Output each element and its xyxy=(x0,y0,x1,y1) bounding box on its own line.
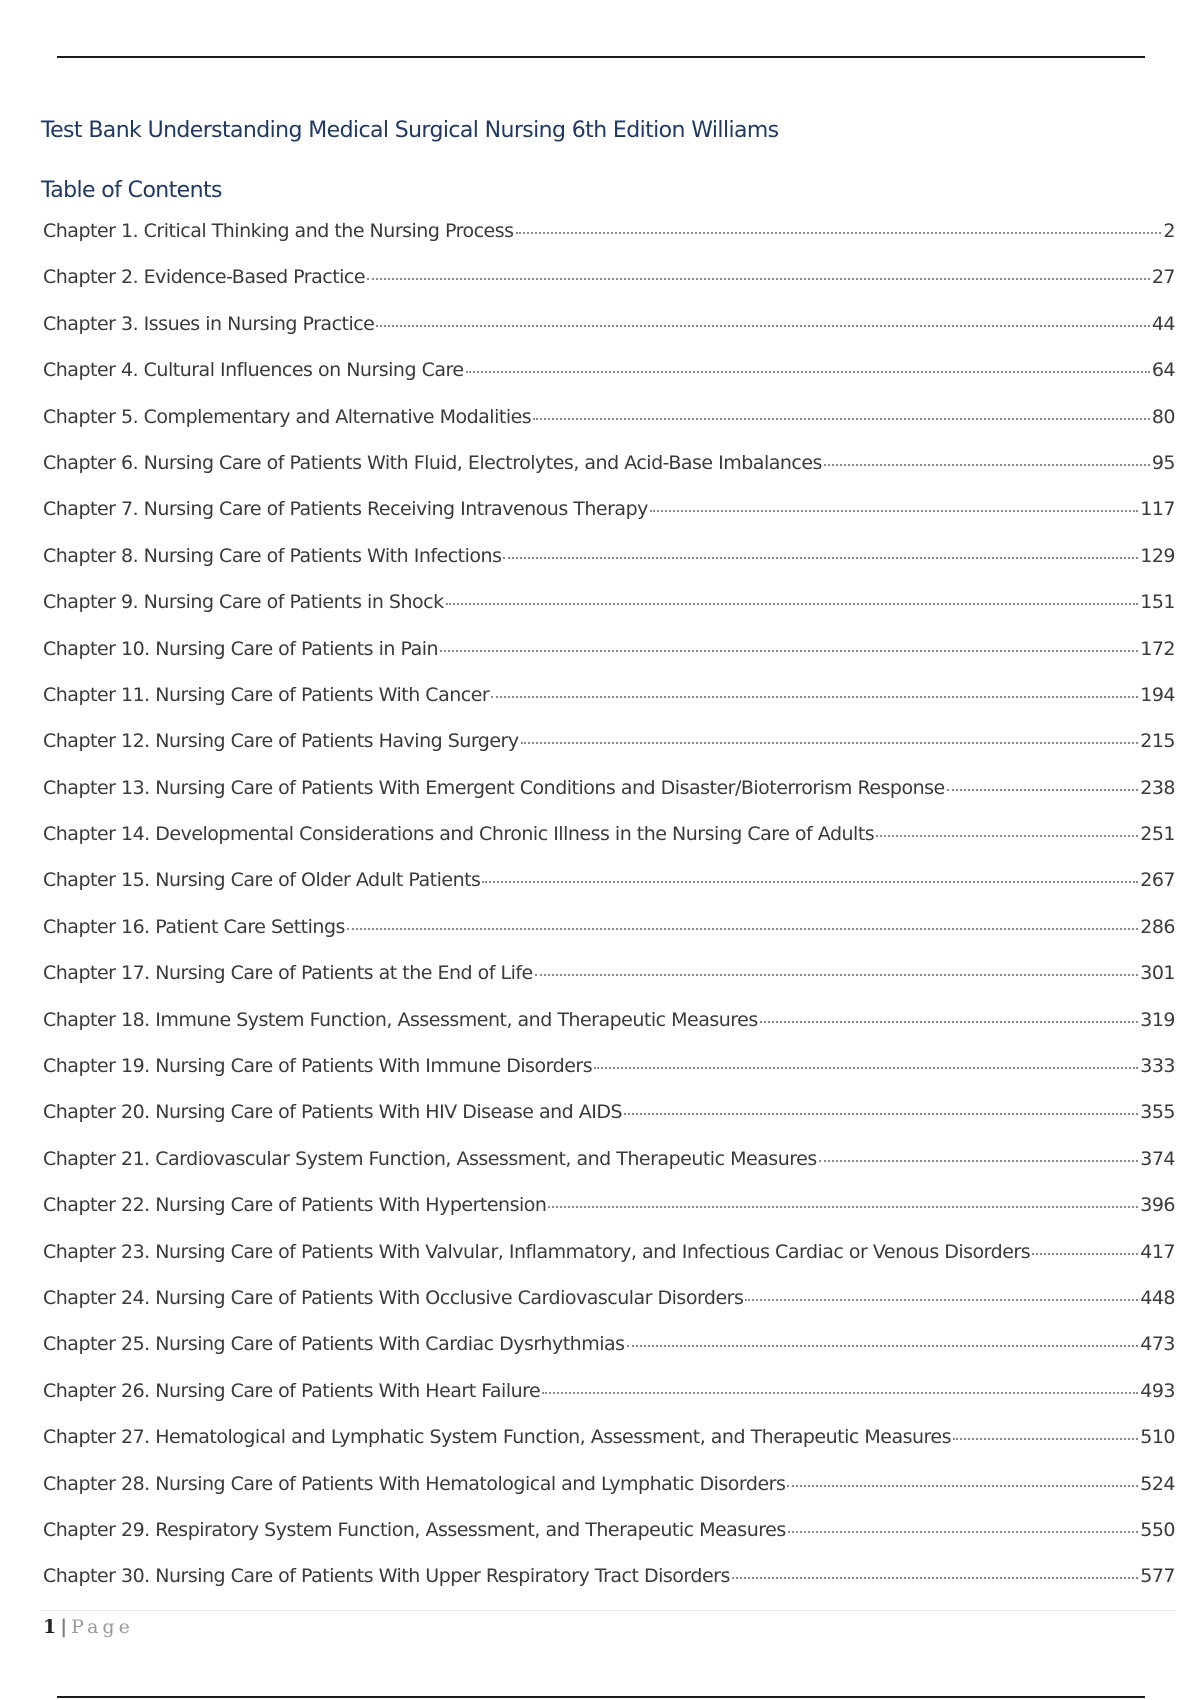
toc-dot-leader xyxy=(376,325,1149,327)
toc-entry[interactable] xyxy=(43,1101,1175,1147)
toc-entry-label: Chapter 18. Immune System Function, Assessment, and Therapeutic Measures xyxy=(43,1008,758,1031)
toc-dot-leader xyxy=(947,789,1139,791)
toc-entry-label: Chapter 17. Nursing Care of Patients at the End of Life xyxy=(43,962,533,985)
toc-dot-leader xyxy=(876,835,1138,837)
toc-dot-leader xyxy=(491,696,1138,698)
toc-entry[interactable] xyxy=(43,1194,1175,1240)
toc-entry[interactable] xyxy=(43,730,1175,776)
toc-entry-page: 44 xyxy=(1151,312,1175,335)
toc-entry-page: 151 xyxy=(1140,591,1175,614)
toc-entry-label: Chapter 30. Nursing Care of Patients With Upper Respiratory Tract Disorders xyxy=(43,1565,730,1588)
toc-dot-leader xyxy=(745,1299,1138,1301)
toc-entry-page: 333 xyxy=(1140,1055,1175,1078)
toc-dot-leader xyxy=(819,1160,1139,1162)
toc-entry[interactable] xyxy=(43,498,1175,544)
document-title: Test Bank Understanding Medical Surgical Nursing 6th Edition Williams xyxy=(41,118,779,143)
toc-entry-page: 194 xyxy=(1140,683,1175,706)
toc-entry-page: 238 xyxy=(1140,776,1175,799)
toc-entry-page: 448 xyxy=(1140,1286,1175,1309)
page-word: Page xyxy=(71,1616,134,1638)
toc-entry-label: Chapter 8. Nursing Care of Patients With Infections xyxy=(43,544,502,567)
toc-entry[interactable] xyxy=(43,1473,1175,1519)
toc-dot-leader xyxy=(953,1438,1138,1440)
table-of-contents xyxy=(43,220,1175,1612)
toc-entry-label: Chapter 10. Nursing Care of Patients in Pain xyxy=(43,637,439,660)
toc-entry-page: 267 xyxy=(1140,869,1175,892)
toc-entry[interactable] xyxy=(43,1009,1175,1055)
toc-entry-page: 417 xyxy=(1140,1240,1175,1263)
toc-dot-leader xyxy=(521,742,1139,744)
toc-entry-page: 129 xyxy=(1140,544,1175,567)
toc-entry-label: Chapter 25. Nursing Care of Patients With Cardiac Dysrhythmias xyxy=(43,1333,625,1356)
toc-entry-label: Chapter 7. Nursing Care of Patients Receiving Intravenous Therapy xyxy=(43,498,648,521)
toc-entry-label: Chapter 6. Nursing Care of Patients With Fluid, Electrolytes, and Acid-Base Imbalances xyxy=(43,451,822,474)
toc-entry-page: 396 xyxy=(1140,1194,1175,1217)
toc-dot-leader xyxy=(347,928,1138,930)
toc-entry-label: Chapter 1. Critical Thinking and the Nursing Process xyxy=(43,220,514,242)
page-footer xyxy=(43,1616,134,1638)
toc-entry-page: 374 xyxy=(1140,1147,1175,1170)
toc-dot-leader xyxy=(516,232,1162,234)
toc-dot-leader xyxy=(627,1345,1139,1347)
toc-entry-label: Chapter 19. Nursing Care of Patients With Immune Disorders xyxy=(43,1055,593,1078)
toc-entry[interactable] xyxy=(43,869,1175,915)
toc-entry-label: Chapter 5. Complementary and Alternative Modalities xyxy=(43,405,532,428)
toc-dot-leader xyxy=(650,510,1138,512)
toc-entry-label: Chapter 13. Nursing Care of Patients With Emergent Conditions and Disaster/Bioterrorism Response xyxy=(43,776,945,799)
toc-entry[interactable] xyxy=(43,313,1175,359)
toc-dot-leader xyxy=(446,603,1139,605)
toc-entry[interactable] xyxy=(43,1426,1175,1472)
toc-entry-page: 493 xyxy=(1140,1379,1175,1402)
toc-entry-label: Chapter 3. Issues in Nursing Practice xyxy=(43,312,375,335)
toc-dot-leader xyxy=(760,1021,1138,1023)
toc-entry[interactable] xyxy=(43,591,1175,637)
toc-entry[interactable] xyxy=(43,1519,1175,1565)
toc-dot-leader xyxy=(732,1577,1138,1579)
toc-entry[interactable] xyxy=(43,916,1175,962)
top-rule xyxy=(57,56,1145,58)
toc-entry-page: 95 xyxy=(1151,451,1175,474)
toc-entry-page: 251 xyxy=(1140,823,1175,846)
toc-entry-label: Chapter 14. Developmental Considerations and Chronic Illness in the Nursing Care of Adults xyxy=(43,823,875,846)
toc-dot-leader xyxy=(624,1113,1138,1115)
toc-entry[interactable] xyxy=(43,1241,1175,1287)
toc-dot-leader xyxy=(594,1067,1138,1069)
toc-entry-page: 301 xyxy=(1140,962,1175,985)
toc-entry-label: Chapter 24. Nursing Care of Patients With Occlusive Cardiovascular Disorders xyxy=(43,1286,744,1309)
toc-dot-leader xyxy=(533,418,1150,420)
toc-entry-label: Chapter 23. Nursing Care of Patients With Valvular, Inflammatory, and Infectious Cardiac or Venous Disorders xyxy=(43,1240,1031,1263)
toc-heading: Table of Contents xyxy=(41,178,222,203)
toc-entry[interactable] xyxy=(43,359,1175,405)
toc-entry-label: Chapter 12. Nursing Care of Patients Having Surgery xyxy=(43,730,519,753)
toc-entry-page: 64 xyxy=(1151,359,1175,382)
toc-entry-page: 550 xyxy=(1140,1518,1175,1541)
toc-dot-leader xyxy=(367,278,1150,280)
toc-entry-page: 27 xyxy=(1151,266,1175,289)
toc-entry-label: Chapter 26. Nursing Care of Patients With Heart Failure xyxy=(43,1379,541,1402)
toc-entry[interactable] xyxy=(43,1148,1175,1194)
toc-entry-label: Chapter 2. Evidence-Based Practice xyxy=(43,266,366,289)
toc-entry[interactable] xyxy=(43,1333,1175,1379)
toc-entry[interactable] xyxy=(43,962,1175,1008)
page-number: 1 xyxy=(43,1616,57,1638)
toc-entry-label: Chapter 20. Nursing Care of Patients With HIV Disease and AIDS xyxy=(43,1101,623,1124)
toc-entry[interactable] xyxy=(43,406,1175,452)
toc-entry-page: 355 xyxy=(1140,1101,1175,1124)
toc-entry-label: Chapter 29. Respiratory System Function, Assessment, and Therapeutic Measures xyxy=(43,1518,786,1541)
toc-entry-label: Chapter 9. Nursing Care of Patients in Shock xyxy=(43,591,444,614)
page-separator: | xyxy=(60,1616,68,1638)
toc-entry-page: 80 xyxy=(1151,405,1175,428)
toc-entry-label: Chapter 27. Hematological and Lymphatic System Function, Assessment, and Therapeutic Measures xyxy=(43,1426,952,1449)
footer-divider xyxy=(41,1610,1175,1611)
toc-entry-label: Chapter 15. Nursing Care of Older Adult Patients xyxy=(43,869,481,892)
toc-dot-leader xyxy=(542,1392,1138,1394)
toc-entry-page: 172 xyxy=(1140,637,1175,660)
toc-entry-label: Chapter 22. Nursing Care of Patients With Hypertension xyxy=(43,1194,547,1217)
toc-entry-page: 524 xyxy=(1140,1472,1175,1495)
toc-entry-page: 2 xyxy=(1163,220,1175,242)
toc-dot-leader xyxy=(548,1206,1138,1208)
toc-entry[interactable] xyxy=(43,266,1175,312)
toc-entry-page: 319 xyxy=(1140,1008,1175,1031)
toc-entry-page: 577 xyxy=(1140,1565,1175,1588)
toc-entry[interactable] xyxy=(43,1287,1175,1333)
toc-entry-label: Chapter 28. Nursing Care of Patients With Hematological and Lymphatic Disorders xyxy=(43,1472,786,1495)
toc-entry-page: 510 xyxy=(1140,1426,1175,1449)
toc-entry-page: 117 xyxy=(1140,498,1175,521)
toc-dot-leader xyxy=(440,650,1138,652)
toc-dot-leader xyxy=(787,1485,1138,1487)
toc-entry-page: 473 xyxy=(1140,1333,1175,1356)
toc-dot-leader xyxy=(535,974,1139,976)
toc-dot-leader xyxy=(466,371,1150,373)
toc-entry-label: Chapter 21. Cardiovascular System Function, Assessment, and Therapeutic Measures xyxy=(43,1147,817,1170)
toc-entry[interactable] xyxy=(43,220,1175,266)
toc-entry[interactable] xyxy=(43,638,1175,684)
toc-entry-label: Chapter 11. Nursing Care of Patients With Cancer xyxy=(43,683,490,706)
toc-entry[interactable] xyxy=(43,1055,1175,1101)
bottom-rule xyxy=(57,1696,1145,1698)
toc-entry[interactable] xyxy=(43,684,1175,730)
toc-entry-page: 286 xyxy=(1140,915,1175,938)
toc-entry[interactable] xyxy=(43,1380,1175,1426)
toc-dot-leader xyxy=(788,1531,1139,1533)
toc-entry[interactable] xyxy=(43,1565,1175,1611)
toc-entry-label: Chapter 16. Patient Care Settings xyxy=(43,915,345,938)
toc-dot-leader xyxy=(503,557,1138,559)
toc-entry-page: 215 xyxy=(1140,730,1175,753)
toc-entry[interactable] xyxy=(43,545,1175,591)
toc-entry-label: Chapter 4. Cultural Influences on Nursing Care xyxy=(43,359,464,382)
toc-entry[interactable] xyxy=(43,452,1175,498)
toc-dot-leader xyxy=(1032,1253,1138,1255)
toc-dot-leader xyxy=(824,464,1150,466)
toc-entry[interactable] xyxy=(43,777,1175,823)
toc-dot-leader xyxy=(482,881,1138,883)
toc-entry[interactable] xyxy=(43,823,1175,869)
